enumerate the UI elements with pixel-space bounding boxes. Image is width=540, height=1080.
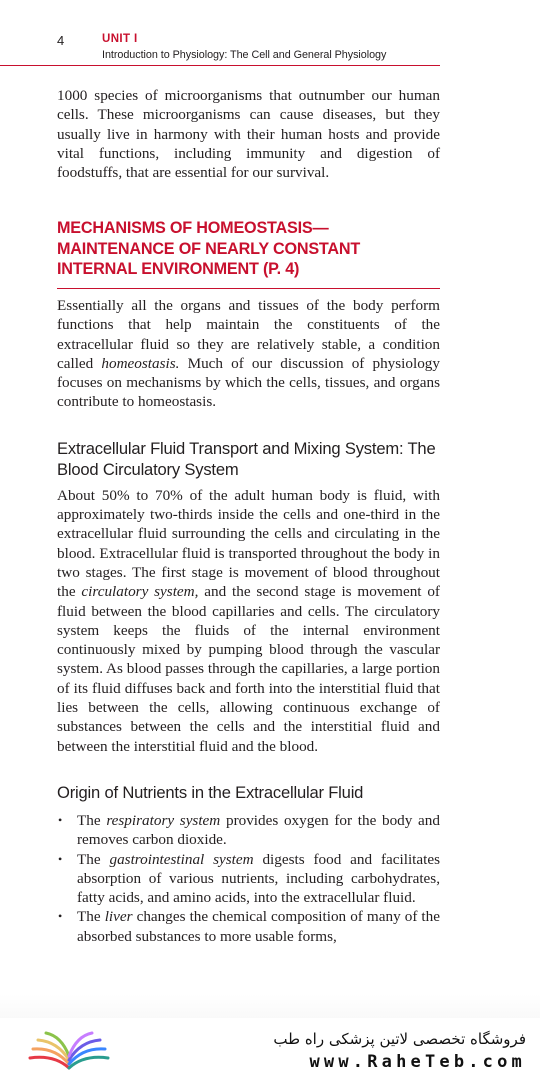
bullet-icon: • xyxy=(58,909,63,924)
nutrients-heading: Origin of Nutrients in the Extracellular Fluid xyxy=(57,782,364,802)
unit-label: UNIT I xyxy=(102,33,138,45)
store-url[interactable]: www.RaheTeb.com xyxy=(309,1052,526,1072)
transport-heading: Extracellular Fluid Transport and Mixing System: The Blood Circulatory System xyxy=(57,438,436,479)
header-rule xyxy=(0,65,440,66)
term-circulatory-system: circulatory system, xyxy=(81,583,199,601)
watermark-footer xyxy=(0,1018,540,1080)
page-number: 4 xyxy=(57,33,65,48)
list-item: • The respiratory system provides oxygen for the body and removes carbon dioxide. xyxy=(58,811,440,849)
bullet-icon: • xyxy=(58,812,63,827)
page-fade xyxy=(0,960,540,1022)
homeostasis-heading: MECHANISMS OF HOMEOSTASIS— MAINTENANCE OF NEARLY CONSTANT INTERNAL ENVIRONMENT (P. 4) xyxy=(57,219,361,279)
term-homeostasis: homeostasis. xyxy=(101,354,180,372)
list-item: • The gastrointestinal system digests food and facilitates absorption of various nutrients, including carbohydrates, fatty acids, and amino acids, into the extracellular fluid. xyxy=(58,850,440,907)
book-logo-icon xyxy=(24,1028,114,1074)
homeostasis-paragraph: Essentially all the organs and tissues of the body perform functions that help maintain the constituents of the extracellular fluid so they are relatively stable, a condition called homeostasis. Much of our discussion of physiology focuses on mechanisms by which the cells, tissues, and organs contribute to homeostasis. xyxy=(57,296,440,411)
page-content xyxy=(57,86,440,946)
transport-paragraph: About 50% to 70% of the adult human body is fluid, with approximately two-thirds inside the cells and one-third in the extracellular fluid surrounding the cells and circulating in the blood. Extracellular fluid is transported throughout the body in two stages. The first stage is movement of blood throughout the circulatory system, and the second stage is movement of fluid between the blood capillaries and cells. The circulatory system keeps the fluids of the internal environment continuously mixed by pumping blood through the vascular system. As blood passes through the capillaries, a large portion of its fluid diffuses back and forth into the interstitial fluid that lies between the cells, allowing continuous exchange of substances between the cells and the interstitial fluid and between the interstitial fluid and the blood. xyxy=(57,486,440,755)
running-header xyxy=(0,0,540,70)
store-name: فروشگاه تخصصی لاتین پزشکی راه طب xyxy=(273,1030,526,1048)
unit-title: Introduction to Physiology: The Cell and General Physiology xyxy=(102,49,387,61)
section-rule xyxy=(57,288,440,289)
bullet-icon: • xyxy=(58,851,63,866)
nutrients-list xyxy=(57,811,440,946)
list-item: • The liver changes the chemical composition of many of the absorbed substances to more usable forms, xyxy=(58,908,440,945)
intro-paragraph: 1000 species of microorganisms that outnumber our human cells. These microorganisms can cause diseases, but they usually live in harmony with their human hosts and provide vital functions, including immunity and digestion of foodstuffs, that are essential for our survival. xyxy=(57,87,440,182)
